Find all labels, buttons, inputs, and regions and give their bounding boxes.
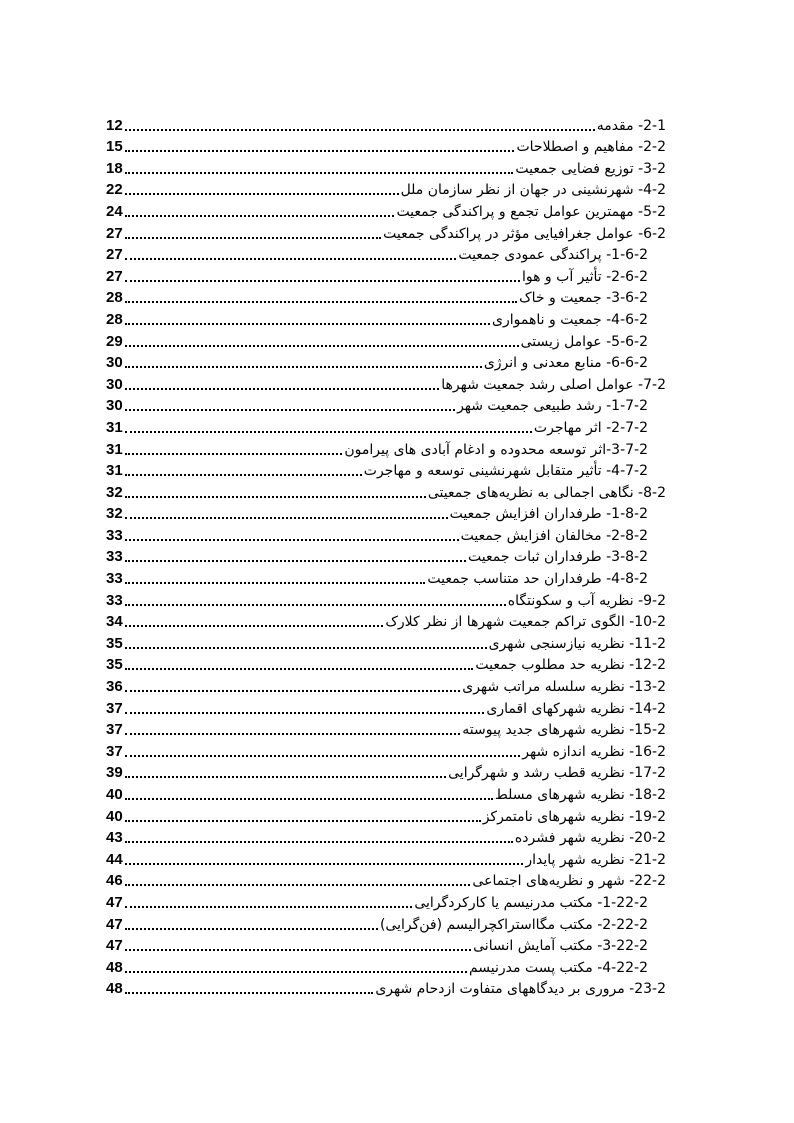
dot-leader [125,258,457,260]
toc-entry-title: 15-2- نظریه شهرهای جدید پیوسته [462,722,666,739]
toc-entry-page-number: 29 [106,332,123,350]
toc-entry-page-number: 48 [106,958,123,976]
toc-entry-title: 22-2- شهر و نظریه‌های اجتماعی [472,873,666,890]
toc-entry-title: 2-1- مقدمه [596,117,666,134]
toc-entry-page-number: 37 [106,721,123,739]
toc-entry-page-number: 32 [106,483,123,501]
dot-leader [125,712,485,714]
dot-leader [125,582,426,584]
toc-entry [106,869,666,891]
toc-entry-title: 17-2- نظریه قطب رشد و شهرگرایی [448,765,666,782]
dot-leader [125,301,517,303]
toc-entry-title: 16-2- نظریه اندازه شهر [522,743,666,760]
toc-entry-title: 2-22-2- مکتب مگااستراکچرالیسم (فن‌گرایی) [379,916,648,933]
toc-entry [106,372,666,394]
toc-entry [106,113,666,135]
toc-entry-page-number: 47 [106,893,123,911]
toc-entry-page-number: 15 [106,138,123,156]
toc-entry-page-number: 18 [106,159,123,177]
toc-entry-page-number: 30 [106,397,123,415]
toc-entry [106,545,666,567]
toc-entry [106,329,666,351]
toc-entry [106,264,666,286]
dot-leader [125,388,440,390]
toc-entry-title: 4-8-2- طرفداران حد متناسب جمعیت [427,571,648,588]
toc-entry-page-number: 35 [106,634,123,652]
toc-entry-title: 1-8-2- طرفداران افزایش جمعیت [449,506,648,523]
toc-entry-title: 5-2- مهمترین عوامل تجمع و پراکندگی جمعیت [396,203,666,220]
dot-leader [125,906,413,908]
toc-entry [106,480,666,502]
toc-entry-title: 8-2- نگاهی اجمالی به نظریه‌های جمعیتی [427,484,666,501]
toc-entry [106,415,666,437]
toc-entry [106,437,666,459]
toc-entry-page-number: 12 [106,116,123,134]
toc-entry [106,566,666,588]
toc-entry [106,199,666,221]
toc-entry-page-number: 39 [106,764,123,782]
dot-leader [125,431,532,433]
toc-entry-title: 9-2- نظریه آب و سکونتگاه [507,592,666,609]
dot-leader [125,539,459,541]
toc-entry-page-number: 28 [106,310,123,328]
dot-leader [125,798,493,800]
toc-entry-page-number: 33 [106,548,123,566]
toc-entry-page-number: 37 [106,742,123,760]
toc-entry-title: 7-2- عوامل اصلی رشد جمعیت شهرها [441,376,666,393]
dot-leader [125,280,520,282]
dot-leader [125,496,426,498]
toc-entry [106,977,666,999]
toc-entry [106,135,666,157]
dot-leader [125,647,487,649]
toc-entry-page-number: 47 [106,937,123,955]
toc-entry [106,610,666,632]
toc-entry-page-number: 32 [106,505,123,523]
dot-leader [125,928,378,930]
toc-entry [106,934,666,956]
toc-entry [106,243,666,265]
toc-entry [106,156,666,178]
toc-entry-title: 1-7-2- رشد طبیعی جمعیت شهر [457,398,648,415]
toc-entry-title: 3-2- توزیع فضایی جمعیت [515,160,666,177]
toc-entry [106,674,666,696]
toc-entry [106,394,666,416]
toc-entry-title: 3-7-2-اثر توسعه محدوده و ادغام آبادی های پیرامون [344,441,648,458]
toc-entry-title: 4-7-2- تأثیر متقابل شهرنشینی توسعه و مهاجرت [363,463,648,480]
toc-entry [106,351,666,373]
toc-entry [106,782,666,804]
dot-leader [125,971,467,973]
toc-entry-title: 6-6-2- منابع معدنی و انرژی [483,355,648,372]
toc-entry-page-number: 40 [106,786,123,803]
dot-leader [125,733,461,735]
toc-entry-title: 14-2- نظریه شهرکهای اقماری [486,700,666,717]
toc-entry-page-number: 24 [106,202,123,220]
toc-entry-title: 3-22-2- مکتب آمایش انسانی [473,938,648,955]
dot-leader [125,237,381,239]
dot-leader [125,949,471,951]
toc-entry-page-number: 31 [106,418,123,436]
toc-entry-title: 4-2- شهرنشینی در جهان از نظر سازمان ملل [400,182,666,199]
toc-entry-title: 1-22-2- مکتب مدرنیسم یا کارکردگرایی [414,894,648,911]
dot-leader [125,690,461,692]
toc-entry-page-number: 33 [106,591,123,609]
toc-entry-page-number: 31 [106,462,123,480]
toc-entry [106,178,666,200]
toc-entry-page-number: 35 [106,656,123,674]
toc-entry-title: 21-2- نظریه شهر پایدار [525,851,666,868]
dot-leader [125,668,474,670]
toc-entry [106,739,666,761]
toc-entry-page-number: 47 [106,915,123,933]
toc-entry-title: 6-2- عوامل جغرافیایی مؤثر در پراکندگی جمعیت [383,225,666,242]
toc-entry-title: 11-2- نظریه نیازسنجی شهری [488,635,666,652]
toc-entry [106,523,666,545]
toc-entry-title: 1-6-2- پراکندگی عمودی جمعیت [458,247,648,264]
dot-leader [125,409,455,411]
toc-entry [106,653,666,675]
toc-entry-title: 4-22-2- مکتب پست مدرنیسم [468,959,648,976]
toc-entry-page-number: 27 [106,267,123,285]
toc-entry-page-number: 28 [106,289,123,307]
table-of-contents [106,113,666,998]
dot-leader [125,884,471,886]
dot-leader [125,604,506,606]
toc-entry-title: 18-2- نظریه شهرهای مسلط [494,787,666,803]
toc-entry-title: 2-2- مفاهیم و اصطلاحات [516,139,666,156]
toc-entry [106,761,666,783]
toc-entry-title: 10-2- الگوی تراکم جمعیت شهرها از نظر کلارک [385,614,666,631]
dot-leader [125,345,519,347]
toc-entry [106,459,666,481]
dot-leader [125,474,362,476]
toc-entry [106,718,666,740]
toc-entry-title: 13-2- نظریه سلسله مراتب شهری [462,679,666,696]
toc-entry-title: 23-2- مروری بر دیدگاههای متفاوت ازدحام شهری [375,981,666,998]
toc-entry-page-number: 48 [106,980,123,998]
toc-entry [106,847,666,869]
toc-entry-page-number: 30 [106,354,123,372]
dot-leader [125,453,343,455]
toc-entry-page-number: 37 [106,699,123,717]
toc-entry [106,804,666,826]
dot-leader [125,517,448,519]
toc-entry-page-number: 44 [106,850,123,868]
toc-entry-title: 2-6-2- تأثیر آب و هوا [521,268,648,285]
dot-leader [125,863,524,865]
toc-entry-page-number: 33 [106,526,123,544]
toc-entry-title: 2-7-2- اثر مهاجرت [533,419,648,436]
toc-entry-page-number: 36 [106,678,123,696]
dot-leader [125,841,513,843]
dot-leader [125,150,515,152]
dot-leader [125,129,595,131]
toc-entry [106,631,666,653]
toc-entry [106,696,666,718]
toc-entry-page-number: 33 [106,570,123,588]
toc-entry-title: 4-6-2- جمعیت و ناهمواری [492,311,648,328]
toc-entry-page-number: 30 [106,375,123,393]
toc-entry-page-number: 43 [106,829,123,847]
toc-entry [106,890,666,912]
toc-entry-title: 12-2- نظریه حد مطلوب جمعیت [475,657,666,674]
dot-leader [125,776,446,778]
dot-leader [125,193,399,195]
toc-entry [106,826,666,848]
dot-leader [125,755,521,757]
toc-entry-page-number: 27 [106,246,123,264]
dot-leader [125,366,482,368]
toc-entry-title: 3-8-2- طرفداران ثبات جمعیت [468,549,648,566]
toc-entry-title: 5-6-2- عوامل زیستی [520,333,648,350]
dot-leader [125,992,374,994]
toc-entry [106,286,666,308]
toc-entry [106,307,666,329]
toc-entry-page-number: 40 [106,807,123,825]
toc-entry-title: 3-6-2- جمعیت و خاک [519,290,648,307]
dot-leader [125,215,395,217]
toc-entry-title: 19-2- نظریه شهرهای نامتمرکز [482,808,666,825]
toc-entry-page-number: 27 [106,224,123,242]
toc-entry [106,588,666,610]
toc-entry-page-number: 34 [106,613,123,631]
dot-leader [125,820,481,822]
toc-entry-page-number: 31 [106,440,123,458]
toc-entry [106,502,666,524]
toc-entry-title: 20-2- نظریه شهر فشرده [514,830,666,847]
dot-leader [125,172,514,174]
toc-entry [106,221,666,243]
toc-entry-title: 2-8-2- مخالفان افزایش جمعیت [460,527,648,544]
dot-leader [125,625,384,627]
toc-entry [106,912,666,934]
toc-entry-page-number: 22 [106,181,123,199]
toc-entry [106,955,666,977]
toc-entry-page-number: 46 [106,872,123,890]
dot-leader [125,323,490,325]
dot-leader [125,560,466,562]
